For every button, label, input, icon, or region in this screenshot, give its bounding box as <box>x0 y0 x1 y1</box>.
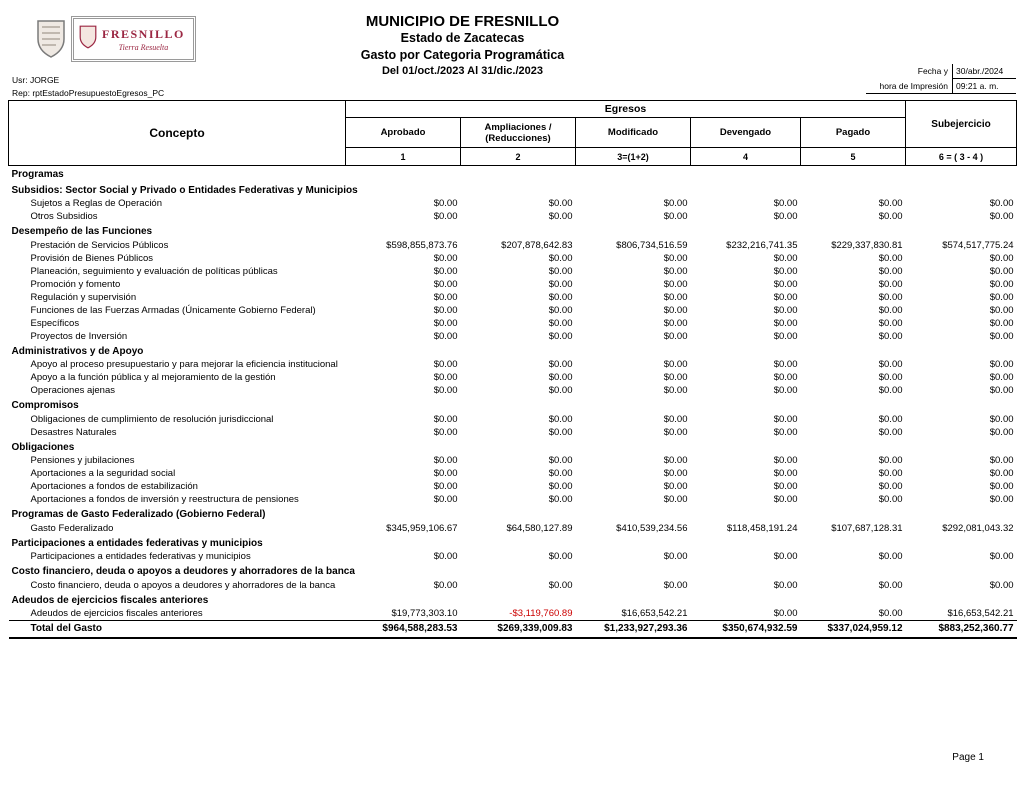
cell-value: $0.00 <box>548 426 573 438</box>
report-meta-right <box>866 64 1016 94</box>
section-row <box>9 343 1017 359</box>
cell-value: $64,580,127.89 <box>506 522 573 534</box>
cell-value: $0.00 <box>548 252 573 264</box>
cell-value: $118,458,191.24 <box>726 522 798 534</box>
cell-value: $0.00 <box>989 481 1014 492</box>
cell-value: $0.00 <box>663 551 688 562</box>
cell-value: $0.00 <box>433 468 458 479</box>
cell-value: $0.00 <box>773 278 798 290</box>
cell-value: $0.00 <box>773 579 798 591</box>
item-row <box>9 550 1017 563</box>
cell-value: $0.00 <box>773 455 798 466</box>
section-label: Compromisos <box>11 400 79 411</box>
section-row <box>9 397 1017 413</box>
cell-value: $0.00 <box>433 494 458 505</box>
item-row <box>9 291 1017 304</box>
row-label: Específicos <box>30 317 80 329</box>
cell-value: $0.00 <box>989 252 1014 264</box>
row-label: Regulación y supervisión <box>30 291 137 303</box>
cell-value: $292,081,043.32 <box>942 522 1014 534</box>
print-time-value: 09:21 a. m. <box>952 79 1016 93</box>
cell-value: $0.00 <box>878 372 903 383</box>
cell-value: $0.00 <box>663 317 688 329</box>
cell-value: $0.00 <box>989 579 1014 591</box>
cell-value: $0.00 <box>773 211 798 222</box>
cell-value: $0.00 <box>773 608 798 619</box>
item-row <box>9 607 1017 621</box>
cell-value: $0.00 <box>989 494 1014 505</box>
cell-value: $0.00 <box>433 551 458 562</box>
cell-value: $0.00 <box>878 265 903 277</box>
row-label: Aportaciones a fondos de inversión y reestructura de pensiones <box>30 494 299 505</box>
cell-value: $0.00 <box>548 455 573 466</box>
cell-value: $350,674,932.59 <box>691 621 801 639</box>
cell-value: $0.00 <box>773 330 798 342</box>
egresos-group-header: Egresos <box>346 101 906 118</box>
cell-value: $0.00 <box>989 359 1014 370</box>
cell-value: $0.00 <box>433 198 458 209</box>
cell-value: $19,773,303.10 <box>391 608 458 619</box>
section-label: Subsidios: Sector Social y Privado o Entidades Federativas y Municipios <box>11 184 358 196</box>
cell-value: $574,517,775.24 <box>942 239 1014 251</box>
cell-value: $0.00 <box>878 304 903 316</box>
cell-value: $0.00 <box>989 211 1014 222</box>
cell-value: $0.00 <box>878 455 903 466</box>
column-header-modificado: Modificado <box>576 118 691 148</box>
item-row <box>9 467 1017 480</box>
cell-value: $0.00 <box>989 198 1014 209</box>
cell-value: $0.00 <box>773 494 798 505</box>
concept-column-header: Concepto <box>9 101 346 166</box>
print-date-row <box>866 64 1016 79</box>
table-header <box>9 101 1017 166</box>
cell-value: $0.00 <box>433 304 458 316</box>
cell-value: $0.00 <box>878 413 903 425</box>
cell-value: $0.00 <box>433 211 458 222</box>
section-label: Desempeño de las Funciones <box>11 226 153 237</box>
cell-value: $0.00 <box>548 359 573 370</box>
cell-value: $0.00 <box>663 265 688 277</box>
cell-value: $964,588,283.53 <box>346 621 461 639</box>
cell-value: $0.00 <box>773 304 798 316</box>
section-row <box>9 506 1017 522</box>
item-row <box>9 197 1017 210</box>
cell-value: $0.00 <box>663 252 688 264</box>
column-header-ampliaciones: Ampliaciones / (Reducciones) <box>461 118 576 148</box>
cell-value: $0.00 <box>878 252 903 264</box>
cell-value: $0.00 <box>773 468 798 479</box>
row-label: Funciones de las Fuerzas Armadas (Únicamente Gobierno Federal) <box>30 304 316 316</box>
print-date-value: 30/abr./2024 <box>952 64 1016 79</box>
cell-value: $0.00 <box>663 198 688 209</box>
row-label: Sujetos a Reglas de Operación <box>30 198 162 209</box>
cell-value: $0.00 <box>433 278 458 290</box>
item-row <box>9 371 1017 384</box>
logo <box>36 16 196 62</box>
cell-value: $0.00 <box>773 385 798 396</box>
cell-value: $345,959,106.67 <box>386 522 458 534</box>
cell-value: $0.00 <box>663 359 688 370</box>
row-label: Provisión de Bienes Públicos <box>30 252 154 264</box>
cell-value: $0.00 <box>433 481 458 492</box>
item-row <box>9 413 1017 426</box>
cell-value: $0.00 <box>878 317 903 329</box>
cell-value: $0.00 <box>878 330 903 342</box>
report-title: Gasto por Categoria Programática <box>360 48 565 62</box>
section-row <box>9 592 1017 608</box>
section-row <box>9 223 1017 239</box>
cell-value: $0.00 <box>773 413 798 425</box>
section-row <box>9 439 1017 455</box>
column-number-5: 5 <box>801 148 906 166</box>
cell-value: $0.00 <box>548 551 573 562</box>
section-label: Adeudos de ejercicios fiscales anteriores <box>11 594 209 606</box>
cell-value: $0.00 <box>433 426 458 438</box>
cell-value: $0.00 <box>663 211 688 222</box>
crest-icon <box>36 19 66 59</box>
cell-value: $0.00 <box>878 468 903 479</box>
cell-value: $0.00 <box>878 608 903 619</box>
column-number-3: 3=(1+2) <box>576 148 691 166</box>
cell-value: $0.00 <box>773 198 798 209</box>
print-time-row <box>866 79 1016 94</box>
row-label: Prestación de Servicios Públicos <box>30 239 169 251</box>
column-number-4: 4 <box>691 148 801 166</box>
report-period: Del 01/oct./2023 Al 31/dic./2023 <box>381 65 544 77</box>
report-meta-left <box>12 74 164 100</box>
cell-value: $0.00 <box>878 278 903 290</box>
cell-value: $0.00 <box>663 304 688 316</box>
column-number-2: 2 <box>461 148 576 166</box>
cell-value: $0.00 <box>878 198 903 209</box>
cell-value: $0.00 <box>989 330 1014 342</box>
row-label: Costo financiero, deuda o apoyos a deudores y ahorradores de la banca <box>30 579 336 591</box>
cell-value: $0.00 <box>548 291 573 303</box>
logo-wordmark: FRESNILLO <box>102 26 185 41</box>
row-label: Total del Gasto <box>9 621 346 639</box>
group-header-row <box>9 101 1017 118</box>
section-row <box>9 166 1017 182</box>
row-label: Participaciones a entidades federativas y municipios <box>30 551 251 562</box>
cell-value: $0.00 <box>878 426 903 438</box>
row-label: Adeudos de ejercicios fiscales anteriores <box>30 608 203 619</box>
cell-value: $0.00 <box>548 468 573 479</box>
cell-value: $0.00 <box>433 265 458 277</box>
cell-value: $0.00 <box>548 278 573 290</box>
column-header-pagado: Pagado <box>801 118 906 148</box>
cell-value: $0.00 <box>773 481 798 492</box>
section-label: Obligaciones <box>11 441 75 453</box>
item-row <box>9 493 1017 506</box>
cell-value: $107,687,128.31 <box>831 522 903 534</box>
cell-value: $0.00 <box>433 579 458 591</box>
cell-value: $0.00 <box>433 455 458 466</box>
cell-value: $0.00 <box>989 551 1014 562</box>
row-label: Obligaciones de cumplimiento de resolución jurisdiccional <box>30 413 274 425</box>
cell-value: $0.00 <box>989 413 1014 425</box>
cell-value: $0.00 <box>989 468 1014 479</box>
cell-value: $0.00 <box>548 330 573 342</box>
row-label: Promoción y fomento <box>30 278 121 290</box>
row-label: Otros Subsidios <box>30 211 98 222</box>
cell-value: $0.00 <box>663 426 688 438</box>
row-label: Planeación, seguimiento y evaluación de políticas públicas <box>30 265 278 277</box>
cell-value: $0.00 <box>989 372 1014 383</box>
item-row <box>9 579 1017 592</box>
cell-value: $0.00 <box>548 317 573 329</box>
cell-value: $0.00 <box>773 359 798 370</box>
cell-value: $0.00 <box>548 385 573 396</box>
cell-value: $0.00 <box>433 252 458 264</box>
section-row <box>9 535 1017 551</box>
row-label: Apoyo a la función pública y al mejoramiento de la gestión <box>30 372 276 383</box>
section-label: Costo financiero, deuda o apoyos a deudores y ahorradores de la banca <box>11 566 355 577</box>
user-label: Usr: JORGE <box>12 75 60 85</box>
cell-value: $0.00 <box>878 211 903 222</box>
title-block <box>290 13 635 77</box>
cell-value: $0.00 <box>548 304 573 316</box>
cell-value: $1,233,927,293.36 <box>576 621 691 639</box>
item-row <box>9 426 1017 439</box>
row-label: Desastres Naturales <box>30 426 117 438</box>
cell-value: $0.00 <box>773 252 798 264</box>
crest-small-icon <box>79 24 97 55</box>
cell-value: $0.00 <box>548 198 573 209</box>
row-label: Gasto Federalizado <box>30 522 114 534</box>
column-number-1: 1 <box>346 148 461 166</box>
row-label: Aportaciones a la seguridad social <box>30 468 176 479</box>
item-row <box>9 384 1017 397</box>
cell-value: $0.00 <box>663 291 688 303</box>
cell-value: $410,539,234.56 <box>616 522 688 534</box>
cell-value: $0.00 <box>878 579 903 591</box>
cell-value: $0.00 <box>663 481 688 492</box>
cell-value: $0.00 <box>433 359 458 370</box>
cell-value: $0.00 <box>878 291 903 303</box>
cell-value: $0.00 <box>548 265 573 277</box>
cell-value: $0.00 <box>773 372 798 383</box>
cell-value: $0.00 <box>773 551 798 562</box>
item-row <box>9 454 1017 467</box>
print-time-label: hora de Impresión <box>879 81 948 91</box>
cell-value: $0.00 <box>663 278 688 290</box>
column-header-aprobado: Aprobado <box>346 118 461 148</box>
table-body <box>9 166 1017 639</box>
report-id-label: Rep: rptEstadoPresupuestoEgresos_PC <box>12 88 165 98</box>
item-row <box>9 522 1017 535</box>
item-row <box>9 278 1017 291</box>
item-row <box>9 252 1017 265</box>
cell-value: $232,216,741.35 <box>726 239 798 251</box>
cell-value: $0.00 <box>433 372 458 383</box>
item-row <box>9 317 1017 330</box>
cell-value: $0.00 <box>989 455 1014 466</box>
cell-value: $0.00 <box>878 359 903 370</box>
cell-value: $0.00 <box>989 304 1014 316</box>
cell-value: $0.00 <box>663 385 688 396</box>
cell-value: $269,339,009.83 <box>461 621 576 639</box>
cell-value: $0.00 <box>663 372 688 383</box>
column-number-6: 6 = ( 3 - 4 ) <box>906 148 1017 166</box>
item-row <box>9 358 1017 371</box>
cell-value: $16,653,542.21 <box>621 608 688 619</box>
cell-value: -$3,119,760.89 <box>509 608 573 619</box>
total-row <box>9 621 1017 639</box>
cell-value: $0.00 <box>548 413 573 425</box>
cell-value: $0.00 <box>433 385 458 396</box>
cell-value: $0.00 <box>663 455 688 466</box>
section-label: Administrativos y de Apoyo <box>11 345 144 357</box>
cell-value: $207,878,642.83 <box>501 239 573 251</box>
cell-value: $0.00 <box>989 317 1014 329</box>
section-row <box>9 563 1017 579</box>
cell-value: $0.00 <box>878 551 903 562</box>
logo-tagline: Tierra Resuelta <box>118 42 169 52</box>
cell-value: $0.00 <box>433 330 458 342</box>
cell-value: $0.00 <box>663 468 688 479</box>
cell-value: $0.00 <box>663 413 688 425</box>
section-row <box>9 182 1017 198</box>
cell-value: $0.00 <box>989 265 1014 277</box>
row-label: Operaciones ajenas <box>30 385 115 396</box>
cell-value: $0.00 <box>989 278 1014 290</box>
cell-value: $598,855,873.76 <box>386 239 458 251</box>
cell-value: $0.00 <box>989 385 1014 396</box>
cell-value: $16,653,542.21 <box>947 608 1014 619</box>
cell-value: $0.00 <box>548 211 573 222</box>
subejercicio-column-header: Subejercicio <box>906 101 1017 148</box>
cell-value: $0.00 <box>989 291 1014 303</box>
cell-value: $0.00 <box>433 317 458 329</box>
municipality-title: MUNICIPIO DE FRESNILLO <box>365 13 560 30</box>
cell-value: $0.00 <box>878 481 903 492</box>
row-label: Proyectos de Inversión <box>30 330 128 342</box>
row-label: Aportaciones a fondos de estabilización <box>30 481 198 492</box>
cell-value: $0.00 <box>773 426 798 438</box>
logo-frame <box>71 16 196 62</box>
column-header-devengado: Devengado <box>691 118 801 148</box>
cell-value: $0.00 <box>878 494 903 505</box>
cell-value: $0.00 <box>548 579 573 591</box>
cell-value: $0.00 <box>663 494 688 505</box>
cell-value: $0.00 <box>773 291 798 303</box>
section-label: Programas <box>11 169 64 180</box>
item-row <box>9 239 1017 252</box>
section-label: Participaciones a entidades federativas y municipios <box>11 537 263 549</box>
cell-value: $0.00 <box>548 481 573 492</box>
cell-value: $337,024,959.12 <box>801 621 906 639</box>
section-label: Programas de Gasto Federalizado (Gobierno Federal) <box>11 509 266 520</box>
cell-value: $0.00 <box>989 426 1014 438</box>
cell-value: $0.00 <box>773 317 798 329</box>
cell-value: $0.00 <box>548 372 573 383</box>
item-row <box>9 210 1017 223</box>
cell-value: $0.00 <box>663 579 688 591</box>
state-subtitle: Estado de Zacatecas <box>400 31 525 45</box>
item-row <box>9 330 1017 343</box>
row-label: Pensiones y jubilaciones <box>30 455 135 466</box>
cell-value: $806,734,516.59 <box>616 239 688 251</box>
item-row <box>9 480 1017 493</box>
budget-table <box>8 100 1017 639</box>
print-date-label: Fecha y <box>917 66 948 76</box>
cell-value: $0.00 <box>663 330 688 342</box>
cell-value: $0.00 <box>878 385 903 396</box>
cell-value: $0.00 <box>433 413 458 425</box>
row-label: Apoyo al proceso presupuestario y para mejorar la eficiencia institucional <box>30 359 338 370</box>
cell-value: $0.00 <box>773 265 798 277</box>
item-row <box>9 265 1017 278</box>
page-number: Page 1 <box>952 752 984 763</box>
item-row <box>9 304 1017 317</box>
cell-value: $229,337,830.81 <box>831 239 903 251</box>
cell-value: $883,252,360.77 <box>906 621 1017 639</box>
cell-value: $0.00 <box>433 291 458 303</box>
cell-value: $0.00 <box>548 494 573 505</box>
